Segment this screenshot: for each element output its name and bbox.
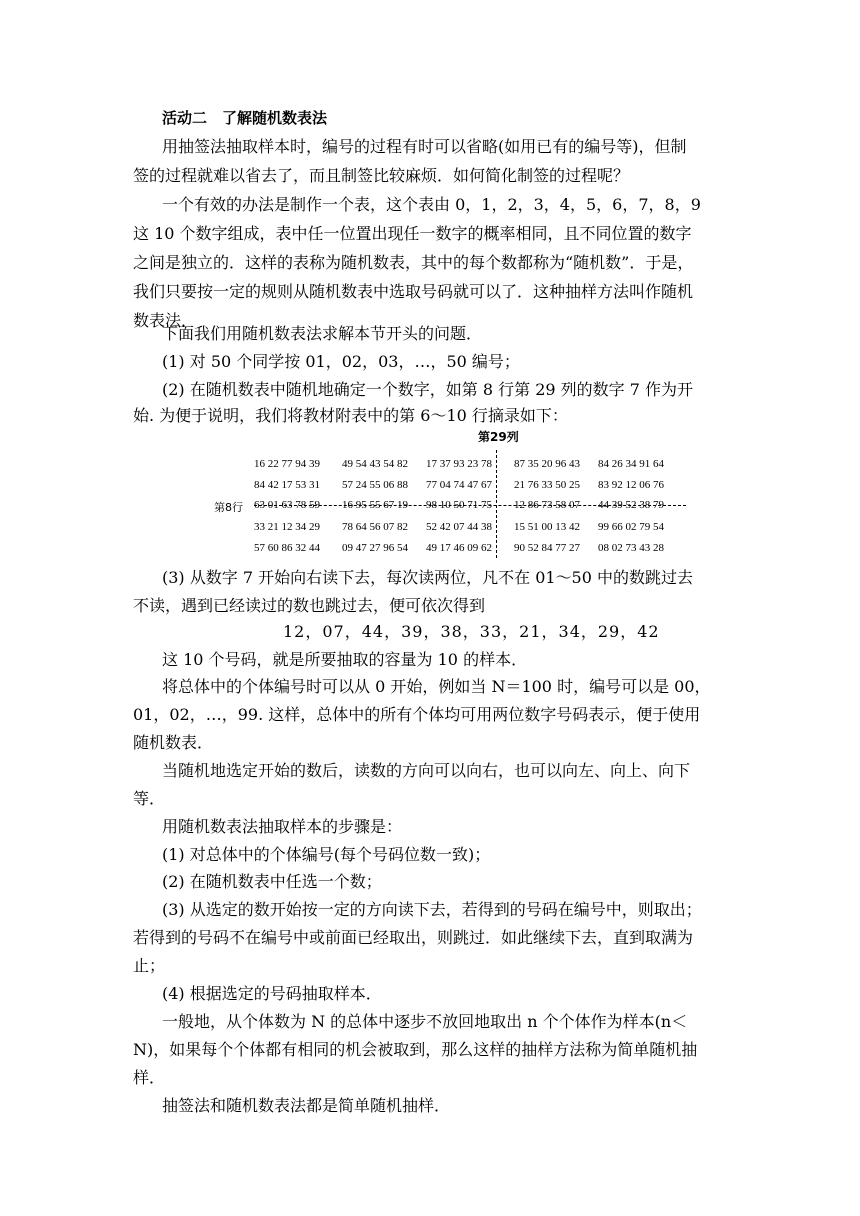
table-cell: 57 60 86 32 44 — [254, 542, 320, 554]
paragraph-line: 这 10 个号码，就是所要抽取的容量为 10 的样本． — [162, 650, 528, 669]
sample-sequence: 12，07，44，39，38，33，21，34，29，42 — [283, 622, 660, 641]
table-cell: 16 22 77 94 39 — [254, 458, 320, 470]
column-label: 第29列 — [478, 430, 519, 444]
procedure-step: 止； — [133, 956, 166, 975]
paragraph-line: 用随机数表法抽取样本的步骤是： — [162, 817, 403, 836]
table-cell: 21 76 33 50 25 — [514, 479, 580, 491]
table-cell: 63 01 63 78 59 — [254, 499, 320, 511]
paragraph-line: 这 10 个数字组成，表中任一位置出现任一数字的概率相同，且不同位置的数字 — [133, 224, 692, 243]
table-cell: 08 02 73 43 28 — [598, 542, 664, 554]
paragraph-line: 01，02，…，99. 这样，总体中的所有个体均可用两位数字号码表示，便于使用 — [133, 705, 701, 724]
paragraph-line: 我们只要按一定的规则从随机数表中选取号码就可以了．这种抽样方法叫作随机 — [133, 282, 694, 301]
step-line: (2) 在随机数表中随机地确定一个数字，如第 8 行第 29 列的数字 7 作为开 — [162, 380, 693, 399]
paragraph-line: 将总体中的个体编号时可以从 0 开始，例如当 N＝100 时，编号可以是 00， — [162, 677, 711, 696]
table-row — [254, 499, 664, 511]
table-cell: 77 04 74 47 67 — [426, 479, 492, 491]
paragraph-line: 当随机地选定开始的数后，读数的方向可以向右，也可以向左、向上、向下 — [162, 761, 691, 780]
step-line: (1) 对 50 个同学按 01，02，03，…，50 编号； — [162, 352, 520, 371]
table-row — [254, 479, 664, 491]
procedure-step: (1) 对总体中的个体编号(每个号码位数一致)； — [162, 845, 491, 864]
paragraph-line: 一般地，从个体数为 N 的总体中逐步不放回地取出 n 个个体作为样本(n＜ — [162, 1012, 688, 1031]
paragraph-line: 用抽签法抽取样本时，编号的过程有时可以省略(如用已有的编号等)，但制 — [162, 137, 687, 156]
paragraph-line: 抽签法和随机数表法都是简单随机抽样． — [162, 1096, 451, 1115]
table-cell: 87 35 20 96 43 — [514, 458, 580, 470]
paragraph-line: 等． — [133, 789, 166, 808]
table-cell: 84 26 34 91 64 — [598, 458, 664, 470]
table-cell: 44 39 52 38 79 — [598, 499, 664, 511]
table-cell: 49 54 43 54 82 — [342, 458, 408, 470]
paragraph-line: 下面我们用随机数表法求解本节开头的问题． — [162, 324, 483, 343]
paragraph-line: 一个有效的办法是制作一个表，这个表由 0，1，2，3，4，5，6，7，8，9 — [162, 195, 701, 214]
table-cell: 78 64 56 07 82 — [342, 521, 408, 533]
table-cell: 83 92 12 06 76 — [598, 479, 664, 491]
step-line: 不读，遇到已经读过的数也跳过去，便可依次得到 — [133, 596, 486, 615]
paragraph-line: 之间是独立的．这样的表称为随机数表，其中的每个数都称为“随机数”．于是， — [133, 253, 694, 272]
random-number-table — [0, 428, 860, 560]
table-cell: 84 42 17 53 31 — [254, 479, 320, 491]
table-cell: 99 66 02 79 54 — [598, 521, 664, 533]
table-row — [254, 458, 664, 470]
step-line: 始. 为便于说明，我们将教材附表中的第 6～10 行摘录如下： — [133, 406, 568, 425]
table-cell: 90 52 84 77 27 — [514, 542, 580, 554]
table-row — [254, 542, 664, 554]
procedure-step: (3) 从选定的数开始按一定的方向读下去，若得到的号码在编号中，则取出； — [162, 900, 702, 919]
section-heading: 活动二 了解随机数表法 — [162, 109, 328, 127]
paragraph-line: 签的过程就难以省去了，而且制签比较麻烦．如何简化制签的过程呢？ — [133, 166, 630, 185]
table-cell: 17 37 93 23 78 — [426, 458, 492, 470]
table-cell: 09 47 27 96 54 — [342, 542, 408, 554]
table-cell: 33 21 12 34 29 — [254, 521, 320, 533]
table-cell: 16 95 55 67 19 — [342, 499, 408, 511]
table-row — [254, 521, 664, 533]
paragraph-line: 数表法． — [133, 311, 198, 330]
table-cell: 15 51 00 13 42 — [514, 521, 580, 533]
table-cell: 57 24 55 06 88 — [342, 479, 408, 491]
row-label: 第8行 — [214, 501, 243, 514]
paragraph-line: 样． — [133, 1068, 166, 1087]
paragraph-line: 随机数表． — [133, 733, 214, 752]
procedure-step: (4) 根据选定的号码抽取样本． — [162, 984, 382, 1003]
table-cell: 52 42 07 44 38 — [426, 521, 492, 533]
table-cell: 98 10 50 71 75 — [426, 499, 492, 511]
table-cell: 12 86 73 58 07 — [514, 499, 580, 511]
procedure-step: (2) 在随机数表中任选一个数； — [162, 872, 382, 891]
paragraph-line: N)，如果每个个体都有相同的机会被取到，那么这样的抽样方法称为简单随机抽 — [133, 1040, 698, 1059]
table-cell: 49 17 46 09 62 — [426, 542, 492, 554]
procedure-step: 若得到的号码不在编号中或前面已经取出，则跳过．如此继续下去，直到取满为 — [133, 928, 694, 947]
step-line: (3) 从数字 7 开始向右读下去，每次读两位，凡不在 01～50 中的数跳过去 — [162, 568, 693, 587]
